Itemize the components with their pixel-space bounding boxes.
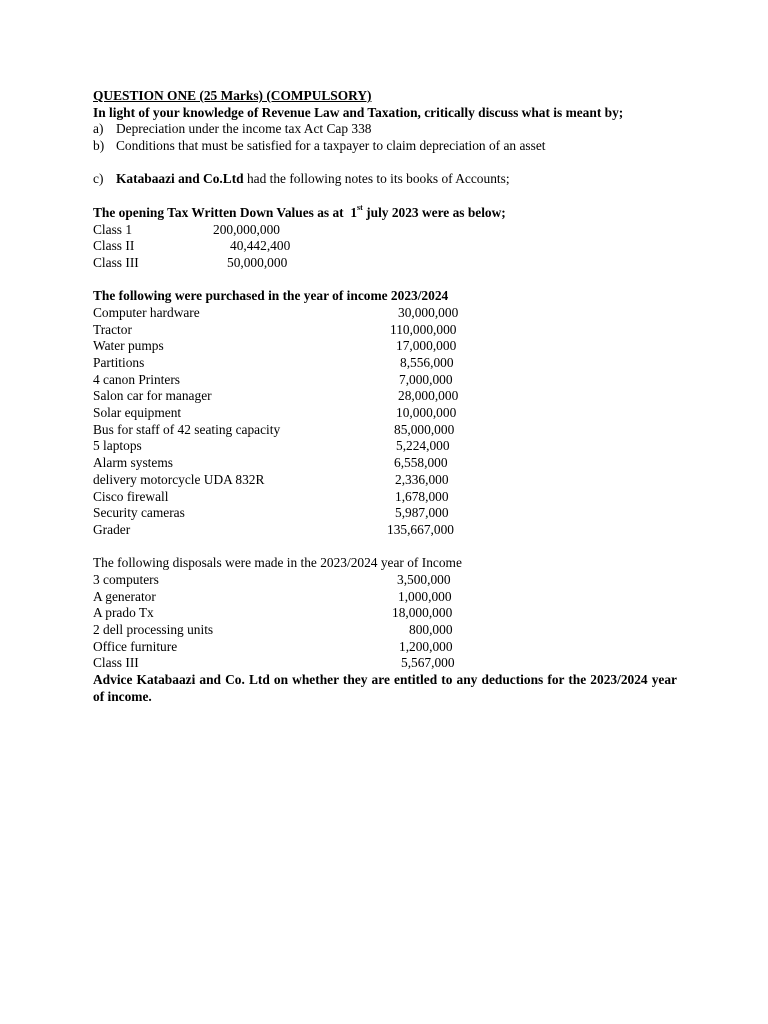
opening-value: 200,000,000 — [213, 221, 280, 237]
disposal-label: 2 dell processing units — [93, 622, 214, 638]
disposal-row — [93, 589, 677, 606]
part-c-letter: c) — [93, 171, 104, 187]
purchase-label: Water pumps — [93, 338, 164, 354]
purchase-label: Partitions — [93, 355, 145, 371]
disposals-heading: The following disposals were made in the 2023/2024 year of Income — [93, 555, 462, 571]
disposal-row — [93, 655, 677, 672]
opening-row — [93, 222, 677, 239]
disposal-label: Class III — [93, 655, 139, 671]
purchase-label: Bus for staff of 42 seating capacity — [93, 421, 281, 437]
part-b-text: Conditions that must be satisfied for a taxpayer to claim depreciation of an asset — [116, 138, 546, 154]
purchase-row — [93, 505, 677, 522]
purchase-label: delivery motorcycle UDA 832R — [93, 471, 265, 487]
disposal-value: 1,200,000 — [399, 638, 453, 654]
disposal-value: 800,000 — [409, 622, 453, 638]
disposal-value: 3,500,000 — [397, 571, 451, 587]
disposal-value: 18,000,000 — [392, 605, 453, 621]
part-b — [93, 138, 677, 155]
opening-value: 50,000,000 — [227, 254, 288, 270]
purchase-label: Solar equipment — [93, 405, 182, 421]
purchase-label: Security cameras — [93, 505, 185, 521]
purchase-value: 2,336,000 — [395, 471, 449, 487]
opening-label: Class II — [93, 238, 135, 254]
purchase-label: Alarm systems — [93, 455, 173, 471]
purchase-label: Salon car for manager — [93, 388, 212, 404]
purchase-label: Computer hardware — [93, 304, 200, 320]
purchase-value: 5,224,000 — [396, 438, 450, 454]
purchase-row — [93, 355, 677, 372]
purchase-label: 5 laptops — [93, 438, 142, 454]
disposal-value: 1,000,000 — [398, 588, 452, 604]
company-name: Katabaazi and Co.Ltd — [116, 171, 244, 187]
purchase-value: 6,558,000 — [394, 455, 448, 471]
ordinal-suffix: st — [357, 203, 363, 213]
purchase-row — [93, 305, 677, 322]
purchase-row — [93, 338, 677, 355]
purchase-label: 4 canon Printers — [93, 371, 181, 387]
disposal-row — [93, 622, 677, 639]
purchase-label: Cisco firewall — [93, 488, 169, 504]
purchase-value: 7,000,000 — [399, 371, 453, 387]
purchase-value: 110,000,000 — [390, 321, 457, 337]
purchase-value: 5,987,000 — [395, 505, 449, 521]
part-b-letter: b) — [93, 138, 105, 154]
disposal-label: A prado Tx — [93, 605, 154, 621]
part-c-text: had the following notes to its books of Accounts; — [243, 171, 510, 187]
purchase-label: Grader — [93, 521, 131, 537]
advice-instruction: Advice Katabaazi and Co. Ltd on whether they are entitled to any deductions for the 2023/2024 year of income. — [93, 672, 677, 704]
purchase-value: 28,000,000 — [398, 388, 459, 404]
purchase-value: 30,000,000 — [398, 304, 459, 320]
disposal-label: Office furniture — [93, 638, 178, 654]
purchase-value: 10,000,000 — [396, 405, 457, 421]
purchase-value: 17,000,000 — [396, 338, 457, 354]
opening-label: Class 1 — [93, 221, 133, 237]
purchase-row — [93, 472, 677, 489]
question-page — [93, 88, 677, 705]
purchase-value: 85,000,000 — [394, 421, 455, 437]
purchase-row — [93, 489, 677, 506]
disposal-row — [93, 572, 677, 589]
disposal-label: A generator — [93, 588, 156, 604]
part-a-letter: a) — [93, 121, 104, 137]
disposal-label: 3 computers — [93, 571, 159, 587]
purchase-row — [93, 438, 677, 455]
question-heading: QUESTION ONE (25 Marks) (COMPULSORY) — [93, 88, 372, 103]
opening-row — [93, 255, 677, 272]
disposal-row — [93, 639, 677, 656]
opening-label: Class III — [93, 254, 139, 270]
opening-row — [93, 238, 677, 255]
purchase-row — [93, 372, 677, 389]
purchase-row — [93, 405, 677, 422]
part-c — [93, 171, 677, 188]
disposal-row — [93, 605, 677, 622]
purchase-row — [93, 322, 677, 339]
purchase-row — [93, 455, 677, 472]
purchase-row — [93, 522, 677, 539]
part-a — [93, 121, 677, 138]
disposal-value: 5,567,000 — [401, 655, 455, 671]
purchase-value: 8,556,000 — [400, 355, 454, 371]
purchase-value: 1,678,000 — [395, 488, 449, 504]
part-a-text: Depreciation under the income tax Act Cap 338 — [116, 121, 372, 137]
opening-value: 40,442,400 — [230, 238, 291, 254]
purchases-heading: The following were purchased in the year of income 2023/2024 — [93, 288, 449, 304]
opening-heading: The opening Tax Written Down Values as at 1st july 2023 were as below; — [93, 203, 506, 220]
purchase-value: 135,667,000 — [387, 521, 454, 537]
purchase-row — [93, 422, 677, 439]
purchase-row — [93, 388, 677, 405]
purchase-label: Tractor — [93, 321, 132, 337]
question-intro: In light of your knowledge of Revenue Law and Taxation, critically discuss what is meant by; — [93, 104, 624, 120]
